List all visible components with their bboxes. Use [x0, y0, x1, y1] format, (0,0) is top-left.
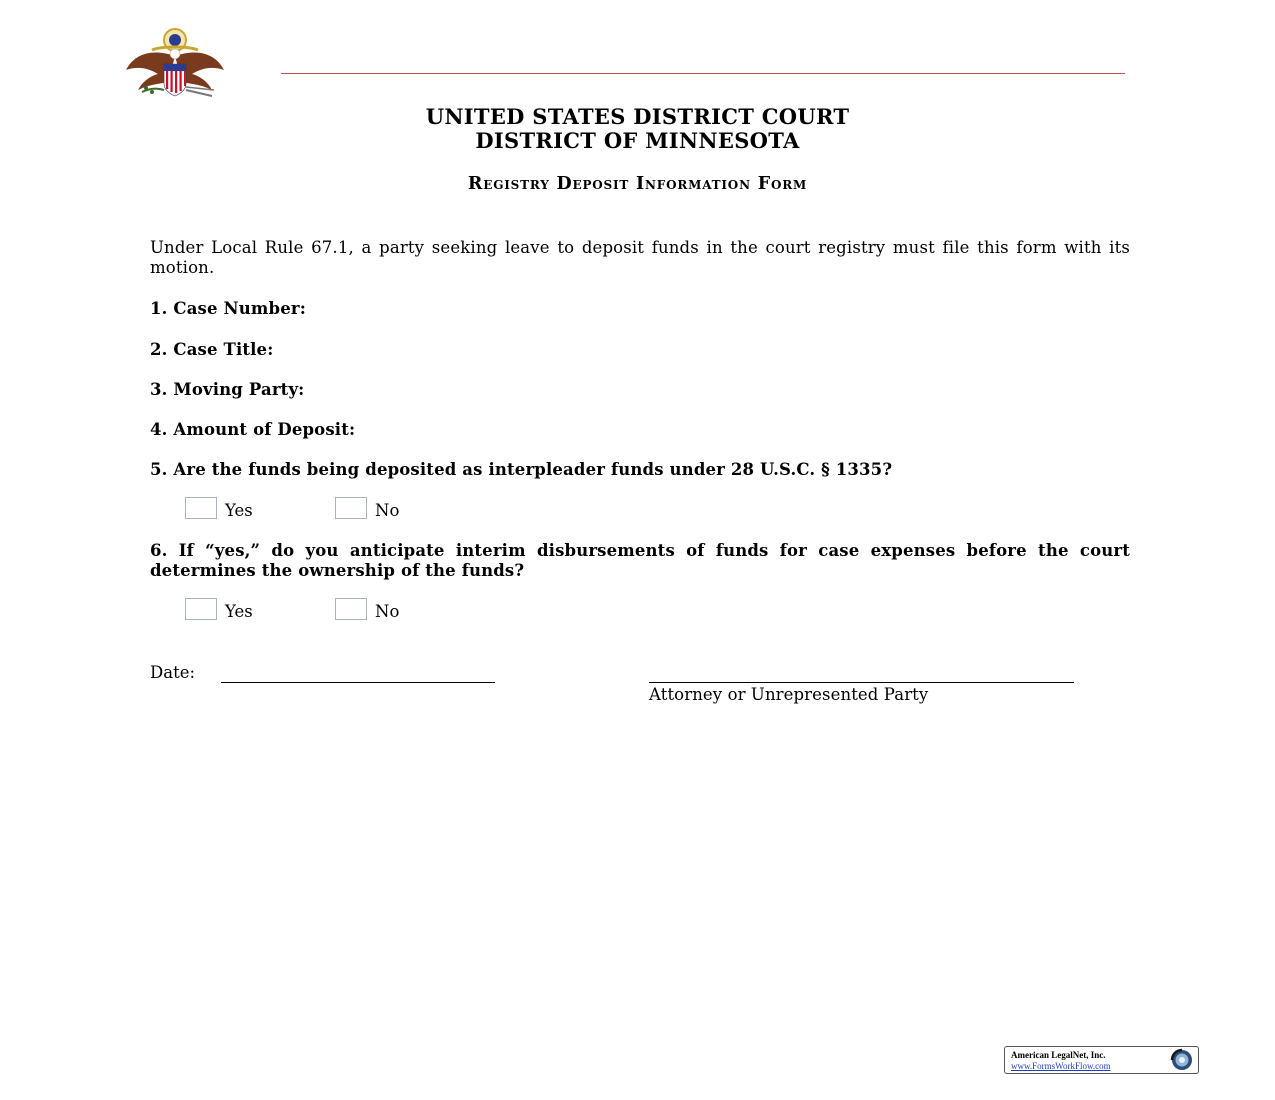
disbursement-question: 6. If “yes,” do you anticipate interim disbursements of funds for case expenses before the court determines the ownership of the funds?	[150, 541, 1130, 580]
q6-yes-checkbox[interactable]	[185, 598, 217, 620]
globe-logo-icon	[1160, 1048, 1196, 1072]
q5-no-label: No	[375, 501, 400, 520]
footer-badge	[1004, 1046, 1199, 1074]
form-title: Registry Deposit Information Form	[467, 174, 808, 194]
date-label: Date:	[150, 663, 196, 682]
court-name: UNITED STATES DISTRICT COURT	[425, 104, 850, 129]
moving-party-label: 3. Moving Party:	[150, 380, 305, 399]
q6-yes-label: Yes	[225, 602, 253, 621]
district-name: DISTRICT OF MINNESOTA	[475, 128, 800, 153]
q5-yes-label: Yes	[225, 501, 253, 520]
q6-no-label: No	[375, 602, 400, 621]
interpleader-question: 5. Are the funds being deposited as interpleader funds under 28 U.S.C. § 1335?	[150, 460, 893, 479]
case-number-label: 1. Case Number:	[150, 299, 306, 318]
footer-link[interactable]: www.FormsWorkFlow.com	[1011, 1061, 1111, 1071]
q6-no-checkbox[interactable]	[335, 598, 367, 620]
date-field[interactable]	[221, 682, 495, 683]
footer-company: American LegalNet, Inc.	[1011, 1050, 1106, 1060]
signer-label: Attorney or Unrepresented Party	[649, 685, 929, 704]
court-seal-icon	[112, 26, 238, 104]
header-rule	[281, 73, 1125, 74]
deposit-amount-label: 4. Amount of Deposit:	[150, 420, 356, 439]
q5-no-checkbox[interactable]	[335, 497, 367, 519]
intro-text: Under Local Rule 67.1, a party seeking leave to deposit funds in the court registry must file this form with its motion.	[150, 238, 1130, 277]
signature-field[interactable]	[649, 682, 1074, 683]
q5-yes-checkbox[interactable]	[185, 497, 217, 519]
case-title-label: 2. Case Title:	[150, 340, 274, 359]
